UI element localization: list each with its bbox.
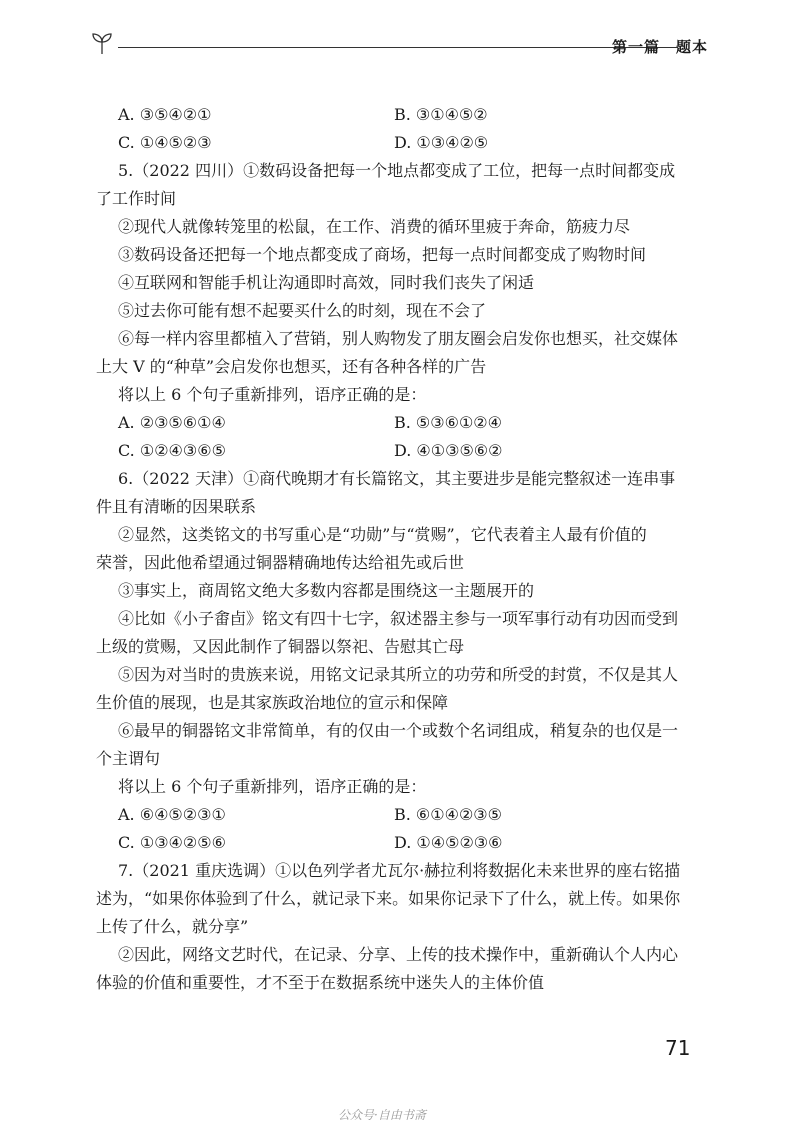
leaf-sprout-icon — [88, 30, 116, 58]
q6-sentence-6-line1: ⑥最早的铜器铭文非常简单，有的仅由一个或数个名词组成，稍复杂的也仅是一 — [118, 721, 679, 740]
q6-sentence-2-line1: ②显然，这类铭文的书写重心是“功勋”与“赏赐”，它代表着主人最有价值的 — [118, 525, 647, 544]
q6-stem-line1: 6.（2022 天津）①商代晚期才有长篇铭文，其主要进步是能完整叙述一连串事 — [118, 469, 676, 488]
q6-option-d: D. ①④⑤②③⑥ — [394, 833, 503, 852]
q5-option-d: D. ④①③⑤⑥② — [394, 441, 503, 460]
q5-prompt: 将以上 6 个句子重新排列，语序正确的是： — [118, 385, 427, 404]
q5-option-b: B. ⑤③⑥①②④ — [394, 413, 502, 432]
header-rule — [118, 47, 678, 48]
watermark: 公众号·自由书斋 — [338, 1108, 426, 1122]
section-title: 第一篇 题本 — [611, 38, 708, 56]
q7-sentence-2-line2: 体验的价值和重要性，才不至于在数据系统中迷失人的主体价值 — [96, 973, 545, 992]
q5-option-a: A. ②③⑤⑥①④ — [118, 413, 226, 432]
q7-sentence-2-line1: ②因此，网络文艺时代，在记录、分享、上传的技术操作中，重新确认个人内心 — [118, 945, 679, 964]
q4-option-a: A. ③⑤④②① — [118, 105, 212, 124]
q4-option-b: B. ③①④⑤② — [394, 105, 488, 124]
q7-stem-line3: 上传了什么，就分享” — [96, 917, 249, 936]
q6-stem-line2: 件且有清晰的因果联系 — [96, 497, 257, 516]
q4-option-c: C. ①④⑤②③ — [118, 133, 212, 152]
q6-sentence-3: ③事实上，商周铭文绝大多数内容都是围绕这一主题展开的 — [118, 581, 535, 600]
q6-sentence-4-line2: 上级的赏赐，又因此制作了铜器以祭祀、告慰其亡母 — [96, 637, 465, 656]
q5-sentence-3: ③数码设备还把每一个地点都变成了商场，把每一点时间都变成了购物时间 — [118, 245, 647, 264]
q4-option-d: D. ①③④②⑤ — [394, 133, 489, 152]
q6-sentence-6-line2: 个主谓句 — [96, 749, 161, 768]
q7-stem-line1: 7.（2021 重庆选调）①以色列学者尤瓦尔·赫拉利将数据化未来世界的座右铭描 — [118, 861, 681, 880]
q5-sentence-6-line2: 上大 V 的“种草”会启发你也想买，还有各种各样的广告 — [96, 357, 487, 376]
q6-option-c: C. ①③④②⑤⑥ — [118, 833, 226, 852]
q6-sentence-5-line2: 生价值的展现，也是其家族政治地位的宣示和保障 — [96, 693, 449, 712]
q5-stem-line1: 5.（2022 四川）①数码设备把每一个地点都变成了工位，把每一点时间都变成 — [118, 161, 676, 180]
q5-stem-line2: 了工作时间 — [96, 189, 177, 208]
q5-sentence-2: ②现代人就像转笼里的松鼠，在工作、消费的循环里疲于奔命，筋疲力尽 — [118, 217, 631, 236]
page-number: 71 — [665, 1036, 691, 1060]
q5-sentence-4: ④互联网和智能手机让沟通即时高效，同时我们丧失了闲适 — [118, 273, 535, 292]
q6-option-b: B. ⑥①④②③⑤ — [394, 805, 502, 824]
q7-stem-line2: 述为，“如果你体验到了什么，就记录下来。如果你记录下了什么，就上传。如果你 — [96, 889, 681, 908]
q6-sentence-4-line1: ④比如《小子畬卣》铭文有四十七字，叙述器主参与一项军事行动有功因而受到 — [118, 609, 679, 628]
q5-option-c: C. ①②④③⑥⑤ — [118, 441, 226, 460]
q6-prompt: 将以上 6 个句子重新排列，语序正确的是： — [118, 777, 427, 796]
q5-sentence-5: ⑤过去你可能有想不起要买什么的时刻，现在不会了 — [118, 301, 487, 320]
q6-sentence-2-line2: 荣誉，因此他希望通过铜器精确地传达给祖先或后世 — [96, 553, 465, 572]
q6-sentence-5-line1: ⑤因为对当时的贵族来说，用铭文记录其所立的功劳和所受的封赏，不仅是其人 — [118, 665, 679, 684]
page-header — [88, 30, 708, 60]
q6-option-a: A. ⑥④⑤②③① — [118, 805, 226, 824]
q5-sentence-6-line1: ⑥每一样内容里都植入了营销，别人购物发了朋友圈会启发你也想买，社交媒体 — [118, 329, 679, 348]
